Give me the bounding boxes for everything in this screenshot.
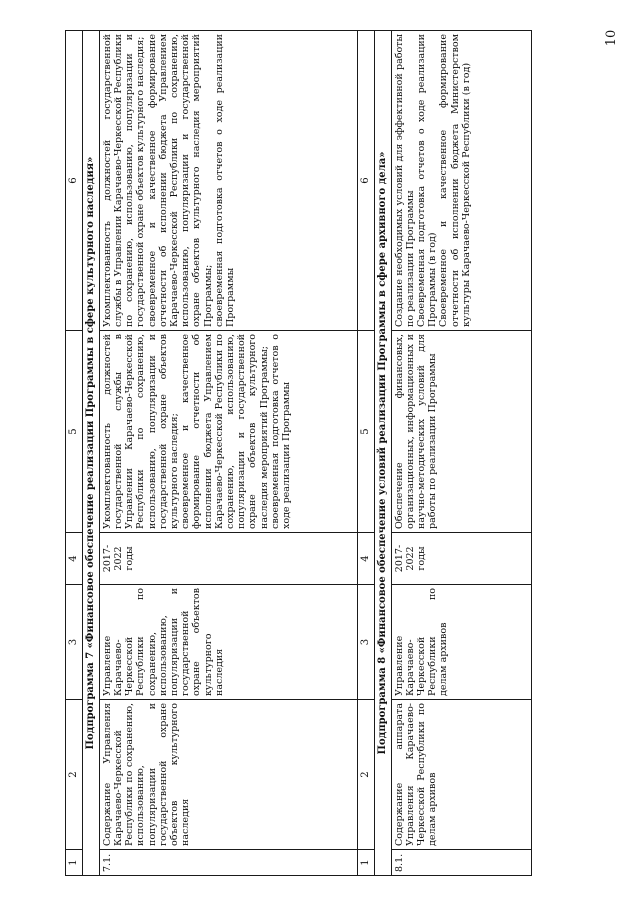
subprogram-8-header xyxy=(374,31,391,876)
table-row xyxy=(99,31,357,876)
page-number: 10 xyxy=(604,29,619,47)
activity-name: Содержание аппарата Управления Карачаево-Черкесской Республики по делам архивов xyxy=(391,700,531,850)
expected-results xyxy=(99,331,357,533)
period: 2017-2022 годы xyxy=(99,533,357,585)
col-number-6: 6 xyxy=(357,31,374,331)
table-row xyxy=(391,31,531,876)
result-line: Обеспечение финансовых, организационных, информационных и научно-методических условий для работы по реализации Программы xyxy=(393,334,439,529)
col-number-3: 3 xyxy=(66,585,83,700)
indicator-line: Своевременная подготовка отчетов о ходе реализации Программы (в год) xyxy=(416,34,439,327)
column-numbers-row xyxy=(66,31,83,876)
subprogram-8-title: Подпрограмма 8 «Финансовое обеспечение условий реализации Программы в сфере архивного дела» xyxy=(374,31,391,876)
col-number-1: 1 xyxy=(66,850,83,876)
result-line: своевременная подготовка отчетов о ходе реализации Программы xyxy=(269,334,293,529)
activity-name: Содержание Управления Карачаево-Черкесской Республики по сохранению, использованию, популяризации и государственной охране объектов культурного наследия xyxy=(99,700,357,850)
col-number-2: 2 xyxy=(66,700,83,850)
rotated-page xyxy=(65,31,611,876)
expected-results xyxy=(391,331,531,533)
indicators xyxy=(99,31,357,331)
subprogram-7-title: Подпрограмма 7 «Финансовое обеспечение реализации Программы в сфере культурного наследия» xyxy=(83,31,100,876)
col-number-6: 6 xyxy=(66,31,83,331)
indicator-line: своевременное и качественное формирование отчетности об исполнении бюджета Управлением Карачаево-Черкесской Республики по сохранению, использованию, популяризации и государственной охране объектов культурного наследия мероприятий Программы; xyxy=(146,34,214,327)
col-number-5: 5 xyxy=(66,331,83,533)
row-number: 8.1. xyxy=(391,850,531,876)
indicator-line: Укомплектованность должностей государственной службы в Управлении Карачаево-Черкесской Республики по сохранению, использованию, популяризации и государственной охране объектов культурного наследия; xyxy=(101,34,147,327)
subprogram-7-header xyxy=(83,31,100,876)
indicator-line: Создание необходимых условий для эффективной работы по реализации Программы xyxy=(393,34,416,327)
period: 2017-2022 годы xyxy=(391,533,531,585)
col-number-4: 4 xyxy=(357,533,374,585)
result-line: Укомплектованность должностей государственной службы в Управлении Карачаево-Черкесской Республики по сохранению, использованию, популяризации и государственной охране объектов культурного наследия; xyxy=(101,334,181,529)
indicator-line: своевременная подготовка отчетов о ходе реализации Программы xyxy=(213,34,237,327)
col-number-1: 1 xyxy=(357,850,374,876)
indicator-line: Своевременное и качественное формирование отчетности об исполнении бюджета Министерством культуры Карачаево-Черкесской Республики (в год) xyxy=(438,34,472,327)
col-number-4: 4 xyxy=(66,533,83,585)
column-numbers-row xyxy=(357,31,374,876)
col-number-5: 5 xyxy=(357,331,374,533)
result-line: своевременное и качественное формирование отчетности об исполнении бюджета Управлением Карачаево-Черкесской Республики по сохранению, использованию, популяризации и государственной охране объектов культурного наследия мероприятий Программы; xyxy=(180,334,270,529)
col-number-3: 3 xyxy=(357,585,374,700)
executor: Управление Карачаево-Черкесской Республики по сохранению, использованию, популяризации и государственной охране объектов культурного наследия xyxy=(99,585,357,700)
indicators xyxy=(391,31,531,331)
row-number: 7.1. xyxy=(99,850,357,876)
col-number-2: 2 xyxy=(357,700,374,850)
executor: Управление Карачаево-Черкесской Республики по делам архивов xyxy=(391,585,531,700)
program-table xyxy=(65,30,532,876)
